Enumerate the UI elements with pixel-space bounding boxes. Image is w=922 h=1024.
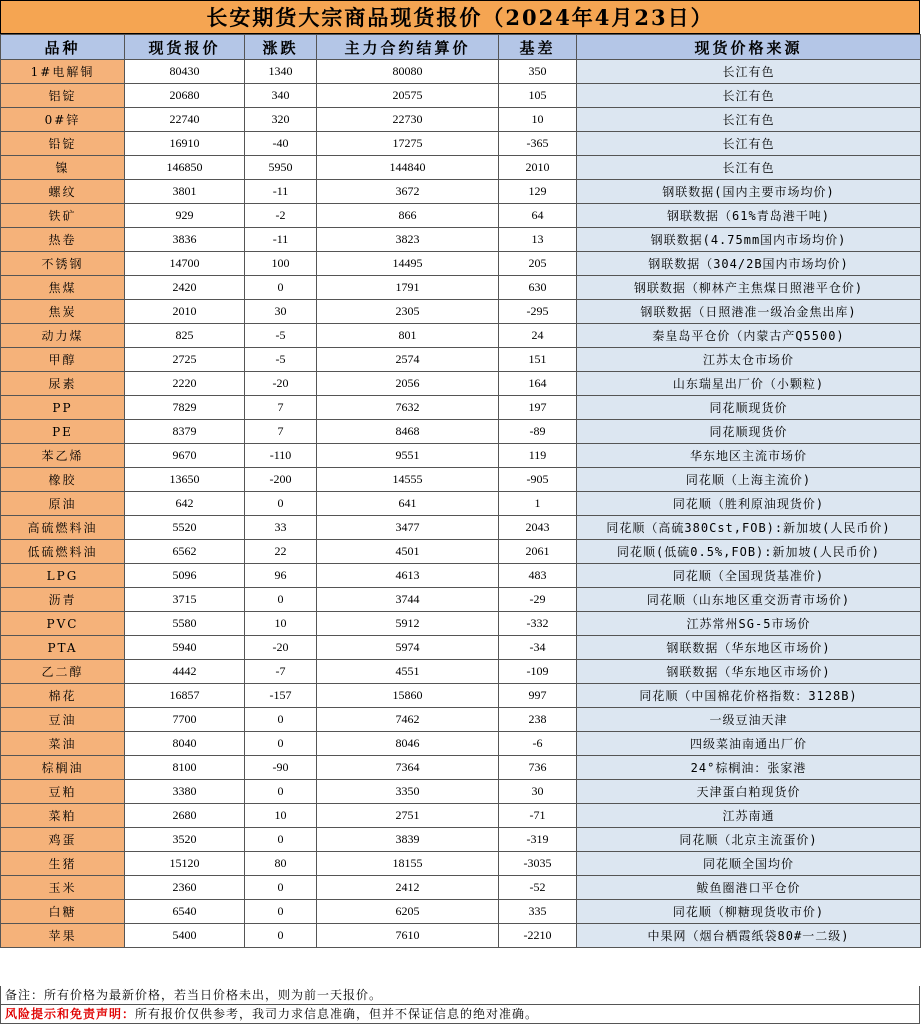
table-row — [1, 684, 921, 708]
table-row — [1, 396, 921, 420]
table-row — [1, 324, 921, 348]
cell-basis: -109 — [499, 660, 577, 684]
cell-basis: -905 — [499, 468, 577, 492]
cell-settlement: 17275 — [317, 132, 499, 156]
cell-source: 同花顺（全国现货基准价) — [577, 564, 921, 588]
cell-basis: 10 — [499, 108, 577, 132]
cell-settlement: 7610 — [317, 924, 499, 948]
cell-settlement: 144840 — [317, 156, 499, 180]
cell-spot-price: 929 — [125, 204, 245, 228]
cell-spot-price: 5520 — [125, 516, 245, 540]
table-row — [1, 828, 921, 852]
cell-product: 乙二醇 — [1, 660, 125, 684]
cell-settlement: 2574 — [317, 348, 499, 372]
cell-product: 白糖 — [1, 900, 125, 924]
cell-source: 钢联数据(国内主要市场均价) — [577, 180, 921, 204]
disclaimer-text: 所有报价仅供参考，我司力求信息准确，但并不保证信息的绝对准确。 — [135, 1007, 539, 1021]
cell-product: PP — [1, 396, 125, 420]
cell-basis: 2043 — [499, 516, 577, 540]
cell-spot-price: 2725 — [125, 348, 245, 372]
cell-product: 0#锌 — [1, 108, 125, 132]
cell-settlement: 15860 — [317, 684, 499, 708]
cell-product: 玉米 — [1, 876, 125, 900]
cell-spot-price: 2220 — [125, 372, 245, 396]
cell-product: 菜粕 — [1, 804, 125, 828]
cell-source: 同花顺现货价 — [577, 396, 921, 420]
disclaimer-label: 风险提示和免责声明： — [5, 1007, 136, 1021]
table-row — [1, 588, 921, 612]
cell-spot-price: 16857 — [125, 684, 245, 708]
cell-change: -200 — [245, 468, 317, 492]
cell-source: 钢联数据（日照港准一级冶金焦出库) — [577, 300, 921, 324]
cell-product: 菜油 — [1, 732, 125, 756]
cell-basis: -6 — [499, 732, 577, 756]
table-row — [1, 636, 921, 660]
table-row — [1, 252, 921, 276]
cell-change: 7 — [245, 420, 317, 444]
cell-change: 0 — [245, 276, 317, 300]
cell-settlement: 3477 — [317, 516, 499, 540]
cell-settlement: 801 — [317, 324, 499, 348]
table-row — [1, 84, 921, 108]
cell-product: 原油 — [1, 492, 125, 516]
table-row — [1, 756, 921, 780]
table-row — [1, 420, 921, 444]
cell-source: 秦皇岛平仓价（内蒙古产Q5500) — [577, 324, 921, 348]
cell-settlement: 3839 — [317, 828, 499, 852]
cell-source: 同花顺（胜利原油现货价) — [577, 492, 921, 516]
cell-change: 0 — [245, 732, 317, 756]
cell-settlement: 18155 — [317, 852, 499, 876]
cell-source: 同花顺（中国棉花价格指数：3128B) — [577, 684, 921, 708]
cell-basis: -319 — [499, 828, 577, 852]
cell-basis: 119 — [499, 444, 577, 468]
header-product: 品种 — [1, 35, 125, 60]
cell-change: 320 — [245, 108, 317, 132]
cell-spot-price: 22740 — [125, 108, 245, 132]
cell-basis: 129 — [499, 180, 577, 204]
cell-product: 镍 — [1, 156, 125, 180]
cell-source: 同花顺全国均价 — [577, 852, 921, 876]
footnote: 备注：所有价格为最新价格，若当日价格未出，则为前一天报价。 — [0, 986, 920, 1005]
cell-change: -157 — [245, 684, 317, 708]
cell-product: 铅锭 — [1, 132, 125, 156]
cell-basis: 64 — [499, 204, 577, 228]
cell-settlement: 3744 — [317, 588, 499, 612]
cell-spot-price: 2360 — [125, 876, 245, 900]
cell-spot-price: 15120 — [125, 852, 245, 876]
cell-source: 钢联数据（柳林产主焦煤日照港平仓价) — [577, 276, 921, 300]
cell-spot-price: 5096 — [125, 564, 245, 588]
cell-source: 鲅鱼圈港口平仓价 — [577, 876, 921, 900]
cell-change: -20 — [245, 636, 317, 660]
cell-product: 豆油 — [1, 708, 125, 732]
cell-basis: 630 — [499, 276, 577, 300]
cell-change: -40 — [245, 132, 317, 156]
cell-source: 山东瑞星出厂价（小颗粒) — [577, 372, 921, 396]
table-row — [1, 924, 921, 948]
cell-spot-price: 6562 — [125, 540, 245, 564]
header-source: 现货价格来源 — [577, 35, 921, 60]
cell-settlement: 3823 — [317, 228, 499, 252]
cell-basis: -34 — [499, 636, 577, 660]
cell-product: 苯乙烯 — [1, 444, 125, 468]
cell-settlement: 22730 — [317, 108, 499, 132]
cell-settlement: 8468 — [317, 420, 499, 444]
cell-change: -110 — [245, 444, 317, 468]
cell-basis: 13 — [499, 228, 577, 252]
cell-settlement: 1791 — [317, 276, 499, 300]
header-basis: 基差 — [499, 35, 577, 60]
table-row — [1, 900, 921, 924]
table-row — [1, 276, 921, 300]
cell-product: 焦煤 — [1, 276, 125, 300]
cell-settlement: 14495 — [317, 252, 499, 276]
cell-spot-price: 3380 — [125, 780, 245, 804]
table-row — [1, 204, 921, 228]
cell-source: 钢联数据（华东地区市场价) — [577, 660, 921, 684]
cell-source: 同花顺（山东地区重交沥青市场价) — [577, 588, 921, 612]
cell-product: LPG — [1, 564, 125, 588]
price-table — [0, 34, 921, 948]
cell-product: 苹果 — [1, 924, 125, 948]
table-row — [1, 300, 921, 324]
cell-product: 高硫燃料油 — [1, 516, 125, 540]
table-row — [1, 876, 921, 900]
cell-source: 钢联数据(4.75mm国内市场均价) — [577, 228, 921, 252]
cell-change: -2 — [245, 204, 317, 228]
cell-settlement: 4613 — [317, 564, 499, 588]
cell-settlement: 3350 — [317, 780, 499, 804]
table-row — [1, 804, 921, 828]
cell-change: 7 — [245, 396, 317, 420]
cell-source: 长江有色 — [577, 60, 921, 84]
cell-settlement: 2305 — [317, 300, 499, 324]
cell-settlement: 2056 — [317, 372, 499, 396]
header-change: 涨跌 — [245, 35, 317, 60]
cell-product: 动力煤 — [1, 324, 125, 348]
cell-basis: 238 — [499, 708, 577, 732]
cell-source: 江苏南通 — [577, 804, 921, 828]
cell-change: 5950 — [245, 156, 317, 180]
cell-source: 同花顺（高硫380Cst,FOB):新加坡(人民币价) — [577, 516, 921, 540]
cell-source: 钢联数据（华东地区市场价) — [577, 636, 921, 660]
cell-settlement: 7364 — [317, 756, 499, 780]
cell-spot-price: 9670 — [125, 444, 245, 468]
cell-source: 同花顺（上海主流价) — [577, 468, 921, 492]
cell-product: 鸡蛋 — [1, 828, 125, 852]
cell-spot-price: 4442 — [125, 660, 245, 684]
cell-change: 100 — [245, 252, 317, 276]
cell-basis: 483 — [499, 564, 577, 588]
cell-basis: -71 — [499, 804, 577, 828]
cell-product: 棕榈油 — [1, 756, 125, 780]
header-spot-price: 现货报价 — [125, 35, 245, 60]
table-row — [1, 564, 921, 588]
cell-settlement: 8046 — [317, 732, 499, 756]
cell-product: 不锈钢 — [1, 252, 125, 276]
cell-spot-price: 146850 — [125, 156, 245, 180]
table-row — [1, 348, 921, 372]
cell-change: -11 — [245, 180, 317, 204]
cell-source: 天津蛋白粕现货价 — [577, 780, 921, 804]
table-row — [1, 516, 921, 540]
cell-change: 0 — [245, 708, 317, 732]
cell-spot-price: 5940 — [125, 636, 245, 660]
cell-change: 10 — [245, 612, 317, 636]
table-row — [1, 732, 921, 756]
cell-product: 螺纹 — [1, 180, 125, 204]
cell-settlement: 3672 — [317, 180, 499, 204]
cell-basis: 350 — [499, 60, 577, 84]
cell-basis: -2210 — [499, 924, 577, 948]
disclaimer — [0, 1005, 920, 1024]
table-row — [1, 180, 921, 204]
table-row — [1, 372, 921, 396]
cell-change: 0 — [245, 780, 317, 804]
header-settlement: 主力合约结算价 — [317, 35, 499, 60]
cell-basis: 997 — [499, 684, 577, 708]
cell-source: 中果网（烟台栖霞纸袋80#一二级) — [577, 924, 921, 948]
cell-change: 0 — [245, 492, 317, 516]
cell-change: -7 — [245, 660, 317, 684]
cell-change: 10 — [245, 804, 317, 828]
cell-spot-price: 80430 — [125, 60, 245, 84]
cell-change: 96 — [245, 564, 317, 588]
cell-source: 24°棕榈油：张家港 — [577, 756, 921, 780]
table-row — [1, 492, 921, 516]
cell-basis: -365 — [499, 132, 577, 156]
cell-spot-price: 3715 — [125, 588, 245, 612]
table-row — [1, 228, 921, 252]
cell-change: 0 — [245, 828, 317, 852]
cell-settlement: 5974 — [317, 636, 499, 660]
cell-product: PE — [1, 420, 125, 444]
cell-spot-price: 642 — [125, 492, 245, 516]
table-body — [1, 60, 921, 948]
cell-source: 钢联数据（304/2B国内市场均价) — [577, 252, 921, 276]
cell-basis: -3035 — [499, 852, 577, 876]
cell-source: 长江有色 — [577, 132, 921, 156]
cell-basis: 335 — [499, 900, 577, 924]
cell-settlement: 9551 — [317, 444, 499, 468]
cell-basis: 197 — [499, 396, 577, 420]
cell-product: PVC — [1, 612, 125, 636]
cell-settlement: 7462 — [317, 708, 499, 732]
cell-product: 豆粕 — [1, 780, 125, 804]
cell-source: 同花顺（北京主流蛋价) — [577, 828, 921, 852]
cell-change: 33 — [245, 516, 317, 540]
cell-source: 长江有色 — [577, 108, 921, 132]
cell-spot-price: 16910 — [125, 132, 245, 156]
cell-change: 30 — [245, 300, 317, 324]
cell-product: PTA — [1, 636, 125, 660]
cell-spot-price: 7700 — [125, 708, 245, 732]
cell-settlement: 2412 — [317, 876, 499, 900]
cell-product: 棉花 — [1, 684, 125, 708]
cell-product: 焦炭 — [1, 300, 125, 324]
table-row — [1, 540, 921, 564]
cell-product: 低硫燃料油 — [1, 540, 125, 564]
table-row — [1, 852, 921, 876]
cell-change: -11 — [245, 228, 317, 252]
cell-basis: -29 — [499, 588, 577, 612]
cell-spot-price: 20680 — [125, 84, 245, 108]
cell-change: 1340 — [245, 60, 317, 84]
cell-source: 一级豆油天津 — [577, 708, 921, 732]
table-row — [1, 708, 921, 732]
cell-change: 0 — [245, 588, 317, 612]
cell-source: 钢联数据（61%青岛港干吨) — [577, 204, 921, 228]
cell-spot-price: 3836 — [125, 228, 245, 252]
cell-basis: 24 — [499, 324, 577, 348]
cell-spot-price: 13650 — [125, 468, 245, 492]
table-row — [1, 132, 921, 156]
cell-basis: -89 — [499, 420, 577, 444]
cell-basis: 2010 — [499, 156, 577, 180]
cell-product: 1#电解铜 — [1, 60, 125, 84]
table-row — [1, 444, 921, 468]
cell-product: 尿素 — [1, 372, 125, 396]
cell-settlement: 20575 — [317, 84, 499, 108]
cell-basis: 736 — [499, 756, 577, 780]
cell-source: 同花顺(低硫0.5%,FOB):新加坡(人民币价) — [577, 540, 921, 564]
cell-spot-price: 7829 — [125, 396, 245, 420]
cell-change: -20 — [245, 372, 317, 396]
cell-change: -5 — [245, 348, 317, 372]
cell-basis: 205 — [499, 252, 577, 276]
cell-spot-price: 825 — [125, 324, 245, 348]
cell-settlement: 14555 — [317, 468, 499, 492]
table-row — [1, 612, 921, 636]
cell-settlement: 866 — [317, 204, 499, 228]
cell-basis: 1 — [499, 492, 577, 516]
cell-settlement: 7632 — [317, 396, 499, 420]
cell-source: 华东地区主流市场价 — [577, 444, 921, 468]
cell-product: 橡胶 — [1, 468, 125, 492]
cell-change: 0 — [245, 876, 317, 900]
cell-spot-price: 2680 — [125, 804, 245, 828]
cell-spot-price: 2010 — [125, 300, 245, 324]
cell-source: 四级菜油南通出厂价 — [577, 732, 921, 756]
cell-spot-price: 8379 — [125, 420, 245, 444]
cell-source: 长江有色 — [577, 84, 921, 108]
cell-basis: 151 — [499, 348, 577, 372]
table-row — [1, 780, 921, 804]
cell-settlement: 80080 — [317, 60, 499, 84]
cell-spot-price: 8040 — [125, 732, 245, 756]
cell-source: 长江有色 — [577, 156, 921, 180]
cell-change: 340 — [245, 84, 317, 108]
table-row — [1, 108, 921, 132]
cell-source: 江苏常州SG-5市场价 — [577, 612, 921, 636]
cell-source: 江苏太仓市场价 — [577, 348, 921, 372]
table-row — [1, 156, 921, 180]
cell-product: 生猪 — [1, 852, 125, 876]
cell-settlement: 4501 — [317, 540, 499, 564]
cell-change: 80 — [245, 852, 317, 876]
cell-basis: 164 — [499, 372, 577, 396]
sheet-title: 长安期货大宗商品现货报价（2024年4月23日） — [0, 0, 920, 34]
cell-change: 0 — [245, 924, 317, 948]
cell-settlement: 641 — [317, 492, 499, 516]
cell-basis: -332 — [499, 612, 577, 636]
cell-source: 同花顺现货价 — [577, 420, 921, 444]
cell-basis: -295 — [499, 300, 577, 324]
cell-change: 22 — [245, 540, 317, 564]
cell-spot-price: 5580 — [125, 612, 245, 636]
cell-basis: -52 — [499, 876, 577, 900]
cell-basis: 105 — [499, 84, 577, 108]
cell-spot-price: 2420 — [125, 276, 245, 300]
cell-spot-price: 5400 — [125, 924, 245, 948]
cell-product: 沥青 — [1, 588, 125, 612]
cell-change: 0 — [245, 900, 317, 924]
cell-source: 同花顺（柳糖现货收市价) — [577, 900, 921, 924]
cell-basis: 2061 — [499, 540, 577, 564]
table-row — [1, 468, 921, 492]
cell-product: 甲醇 — [1, 348, 125, 372]
cell-spot-price: 14700 — [125, 252, 245, 276]
cell-change: -5 — [245, 324, 317, 348]
cell-spot-price: 3801 — [125, 180, 245, 204]
cell-settlement: 5912 — [317, 612, 499, 636]
cell-spot-price: 8100 — [125, 756, 245, 780]
cell-basis: 30 — [499, 780, 577, 804]
table-row — [1, 60, 921, 84]
cell-change: -90 — [245, 756, 317, 780]
cell-settlement: 4551 — [317, 660, 499, 684]
cell-settlement: 2751 — [317, 804, 499, 828]
table-row — [1, 660, 921, 684]
header-row — [1, 35, 921, 60]
cell-spot-price: 3520 — [125, 828, 245, 852]
cell-product: 铝锭 — [1, 84, 125, 108]
cell-spot-price: 6540 — [125, 900, 245, 924]
cell-product: 铁矿 — [1, 204, 125, 228]
cell-product: 热卷 — [1, 228, 125, 252]
cell-settlement: 6205 — [317, 900, 499, 924]
